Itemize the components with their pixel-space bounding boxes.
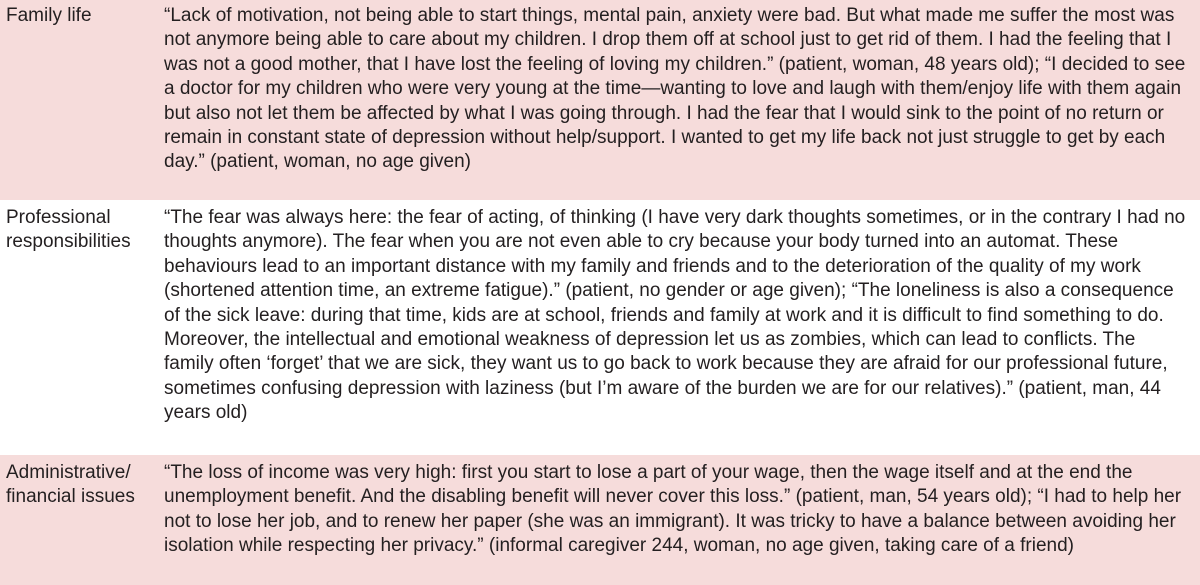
table-row	[0, 455, 1200, 585]
table-row	[0, 0, 1200, 200]
quote-cell: “Lack of motivation, not being able to start things, mental pain, anxiety were bad. But what made me suffer the most was not anymore being able to care about my children. I drop them off at school just to get rid of them. I had the feeling that I was not a good mother, that I have lost the feeling of loving my children.” (patient, woman, 48 years old); “I decided to see a doctor for my children who were very young at the time—wanting to love and laugh with them/enjoy life with them again but also not let them be affected by what I was going through. I had the fear that I would sink to the point of no return or remain in constant state of depression without help/support. I wanted to get my life back not just struggle to get by each day.” (patient, woman, no age given)	[158, 0, 1200, 200]
quote-cell: “The loss of income was very high: first you start to lose a part of your wage, then the wage itself and at the end the unemployment benefit. And the disabling benefit will never cover this loss.” (patient, man, 54 years old); “I had to help her not to lose her job, and to renew her paper (she was an immigrant). It was tricky to have a balance between avoiding her isolation while respecting her privacy.” (informal caregiver 244, woman, no age given, taking care of a friend)	[158, 455, 1200, 585]
theme-cell: Family life	[0, 0, 158, 200]
theme-cell: Administrative/ financial issues	[0, 455, 158, 585]
quote-cell: “The fear was always here: the fear of acting, of thinking (I have very dark thoughts sometimes, or in the contrary I had no thoughts anymore). The fear when you are not even able to cry because your body turned into an automat. These behaviours lead to an important distance with my family and friends and to the deterioration of the quality of my work (shortened attention time, an extreme fatigue).” (patient, no gender or age given); “The loneliness is also a consequence of the sick leave: during that time, kids are at school, friends and family at work and it is difficult to find something to do. Moreover, the intellectual and emotional weakness of depression let us as zombies, which can lead to conflicts. The family often ‘forget’ that we are sick, they want us to go back to work because they are afraid for our professional future, sometimes confusing depression with laziness (but I’m aware of the burden we are for our relatives).” (patient, man, 44 years old)	[158, 200, 1200, 455]
theme-cell: Professional responsibilities	[0, 200, 158, 455]
table-row	[0, 200, 1200, 455]
